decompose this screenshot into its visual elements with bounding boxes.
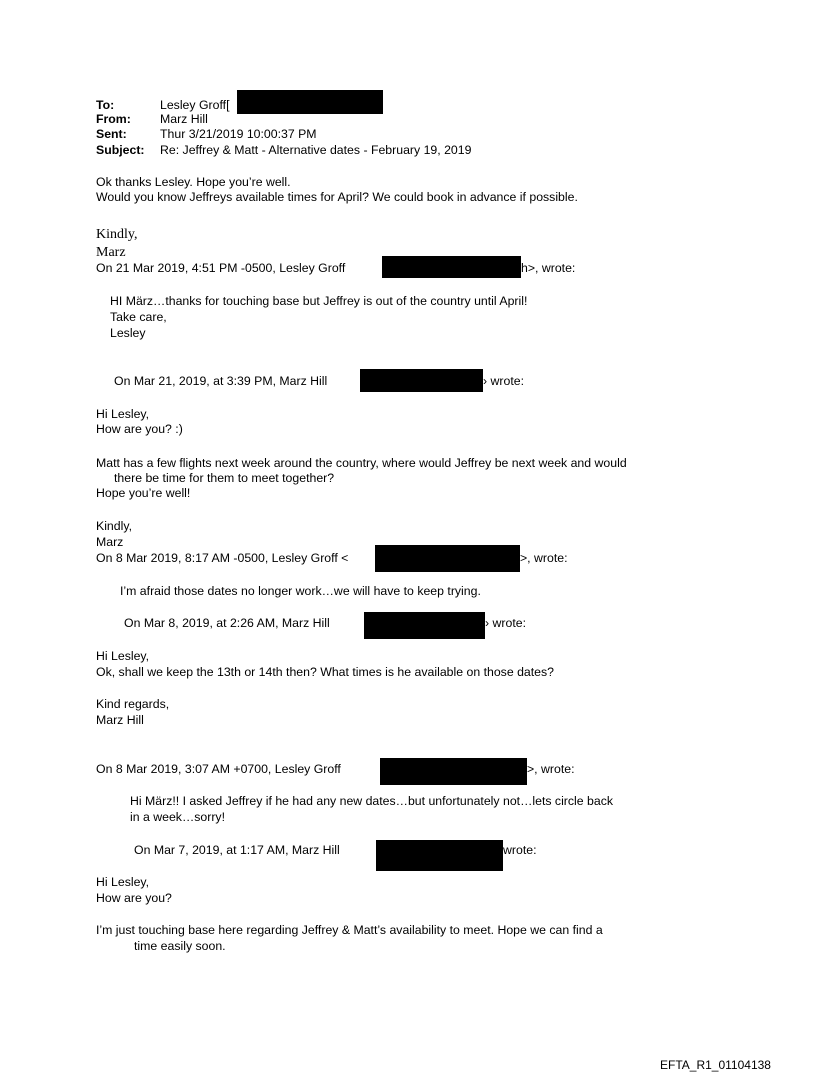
from-value: Marz Hill	[160, 112, 208, 126]
quote-header: On 21 Mar 2019, 4:51 PM -0500, Lesley Groff	[96, 261, 346, 275]
body-line: Would you know Jeffreys available times for April? We could book in advance if possible.	[96, 190, 578, 204]
signature-name: Marz	[96, 245, 126, 260]
from-label: From:	[96, 112, 131, 126]
subject-label: Subject:	[96, 143, 145, 157]
redaction-box	[237, 90, 383, 114]
subject-value: Re: Jeffrey & Matt - Alternative dates - February 19, 2019	[160, 143, 472, 157]
body-line: How are you? :)	[96, 422, 183, 436]
body-line: How are you?	[96, 891, 172, 905]
body-line: Lesley	[110, 326, 146, 340]
body-line: HI März…thanks for touching base but Jeffrey is out of the country until April!	[110, 294, 528, 308]
redaction-box	[376, 840, 503, 871]
quote-header-suffix: wrote:	[503, 843, 537, 857]
quote-header-suffix: >, wrote:	[520, 551, 568, 565]
quote-header: On Mar 8, 2019, at 2:26 AM, Marz Hill	[124, 616, 330, 630]
redaction-box	[382, 256, 521, 278]
quote-header: On 8 Mar 2019, 3:07 AM +0700, Lesley Groff	[96, 762, 341, 776]
body-line: Ok thanks Lesley. Hope you’re well.	[96, 175, 291, 189]
redaction-box	[375, 545, 520, 572]
body-line: I’m afraid those dates no longer work…we will have to keep trying.	[120, 584, 481, 598]
body-line: time easily soon.	[134, 939, 226, 953]
body-line: there be time for them to meet together?	[114, 471, 335, 485]
redaction-box	[364, 612, 485, 639]
redaction-box	[380, 758, 527, 785]
body-line: Hi Lesley,	[96, 407, 150, 421]
body-line: I’m just touching base here regarding Jeffrey & Matt’s availability to meet. Hope we can find a	[96, 923, 603, 937]
quote-header-suffix: › wrote:	[485, 616, 526, 630]
signature-name: Marz Hill	[96, 713, 144, 727]
body-line: Hope you’re well!	[96, 486, 191, 500]
signature-line: Kind regards,	[96, 697, 170, 711]
to-value: Lesley Groff[	[160, 98, 230, 112]
body-line: Hi Lesley,	[96, 875, 150, 889]
body-line: Hi März!! I asked Jeffrey if he had any new dates…but unfortunately not…lets circle back	[130, 794, 614, 808]
body-line: Take care,	[110, 310, 167, 324]
document-id: EFTA_R1_01104138	[660, 1058, 771, 1072]
body-line: Matt has a few flights next week around the country, where would Jeffrey be next week and would	[96, 456, 627, 470]
to-label: To:	[96, 98, 115, 112]
redaction-box	[360, 369, 483, 392]
sent-value: Thur 3/21/2019 10:00:37 PM	[160, 127, 317, 141]
quote-header: On Mar 7, 2019, at 1:17 AM, Marz Hill	[134, 843, 340, 857]
quote-header-suffix: >, wrote:	[527, 762, 575, 776]
signature-line: Kindly,	[96, 519, 132, 533]
quote-header-suffix: h>, wrote:	[521, 261, 576, 275]
quote-header: On 8 Mar 2019, 8:17 AM -0500, Lesley Groff <	[96, 551, 349, 565]
body-line: Ok, shall we keep the 13th or 14th then? What times is he available on those dates?	[96, 665, 554, 679]
body-line: in a week…sorry!	[130, 810, 225, 824]
quote-header: On Mar 21, 2019, at 3:39 PM, Marz Hill	[114, 374, 328, 388]
quote-header-suffix: › wrote:	[483, 374, 524, 388]
signature-name: Marz	[96, 535, 124, 549]
body-line: Hi Lesley,	[96, 649, 150, 663]
signature-line: Kindly,	[96, 227, 138, 242]
sent-label: Sent:	[96, 127, 127, 141]
